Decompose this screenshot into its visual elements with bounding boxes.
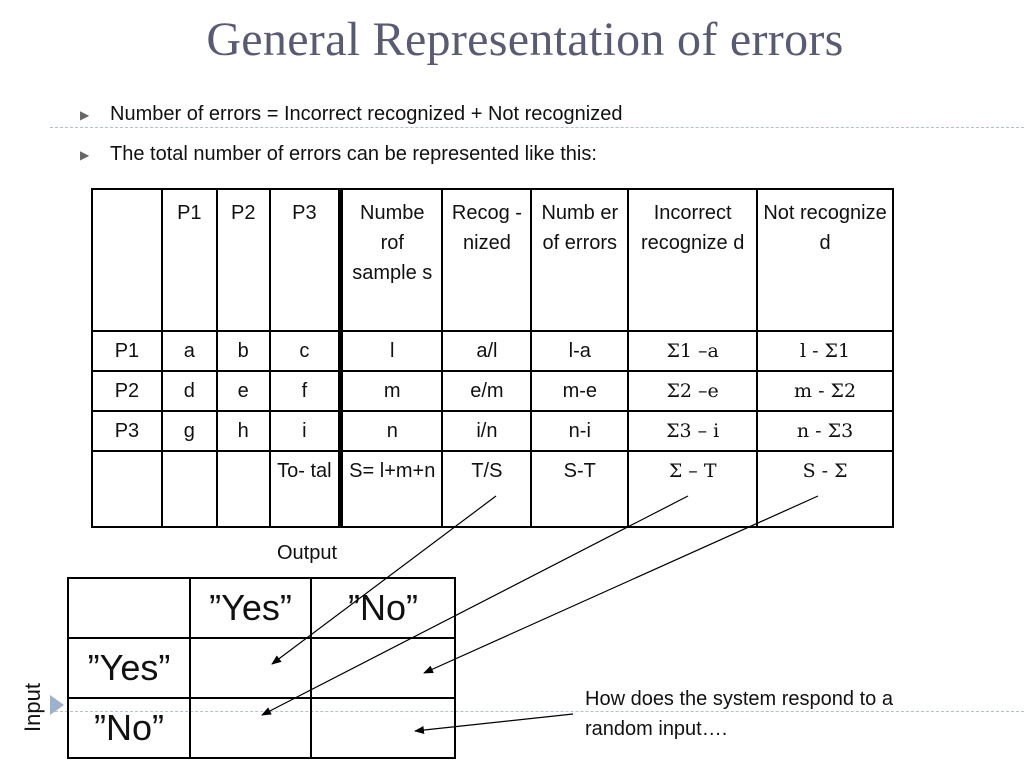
- table-cell: h: [217, 411, 270, 451]
- table-cell: m-e: [531, 371, 628, 411]
- table-cell: i/n: [442, 411, 531, 451]
- table-cell: S= l+m+n: [341, 451, 443, 527]
- header-cell: P2: [217, 189, 270, 331]
- header-cell: P3: [270, 189, 341, 331]
- table-cell: n - Σ3: [757, 411, 893, 451]
- bullet-1: ▶ Number of errors = Incorrect recognized + Not recognized: [80, 103, 623, 125]
- table-cell: ”No”: [311, 578, 455, 638]
- arrow-tp: [272, 496, 496, 664]
- table-cell: m - Σ2: [757, 371, 893, 411]
- table-cell: S-T: [531, 451, 628, 527]
- bullet-2: ▶ The total number of errors can be represented like this:: [80, 143, 597, 165]
- table-cell: i: [270, 411, 341, 451]
- header-cell: Numbe rof sample s: [341, 189, 443, 331]
- input-label: Input: [20, 683, 45, 732]
- table-cell: l-a: [531, 331, 628, 371]
- table-cell: P1: [92, 331, 162, 371]
- table-cell: P3: [92, 411, 162, 451]
- header-cell: Not recognize d: [757, 189, 893, 331]
- header-cell: P1: [162, 189, 217, 331]
- table-cell: T/S: [442, 451, 531, 527]
- arrow-not-recognized: [424, 496, 818, 673]
- note-text: How does the system respond to a random input….: [585, 688, 893, 740]
- table-cell: b: [217, 331, 270, 371]
- table-cell: e/m: [442, 371, 531, 411]
- header-cell: Incorrect recognize d: [628, 189, 757, 331]
- table-cell: l: [341, 331, 443, 371]
- table-cell: a/l: [442, 331, 531, 371]
- arrow-incorrect: [262, 496, 688, 715]
- table-cell: P2: [92, 371, 162, 411]
- table-cell: ”Yes”: [68, 638, 190, 698]
- header-cell: Recog -nized: [442, 189, 531, 331]
- table-cell: ”Yes”: [190, 578, 311, 638]
- table-cell: f: [270, 371, 341, 411]
- table-cell: l - Σ1: [757, 331, 893, 371]
- table-cell: Σ – T: [628, 451, 757, 527]
- table-cell: n-i: [531, 411, 628, 451]
- table-cell: Σ2 –e: [628, 371, 757, 411]
- table-cell: c: [270, 331, 341, 371]
- slide-title: General Representation of errors: [206, 13, 844, 66]
- table-cell: g: [162, 411, 217, 451]
- table-cell: Σ1 –a: [628, 331, 757, 371]
- triangle-bullet-icon: ▶: [80, 147, 90, 162]
- triangle-bullet-icon: ▶: [80, 107, 90, 122]
- table-cell: m: [341, 371, 443, 411]
- table-cell: a: [162, 331, 217, 371]
- table-cell: e: [217, 371, 270, 411]
- arrow-note: [415, 714, 573, 731]
- table-cell: d: [162, 371, 217, 411]
- table-cell: S - Σ: [757, 451, 893, 527]
- table-cell: To- tal: [270, 451, 341, 527]
- table-cell: n: [341, 411, 443, 451]
- output-label: Output: [277, 542, 338, 564]
- table-cell: Σ3 – i: [628, 411, 757, 451]
- header-cell: Numb er of errors: [531, 189, 628, 331]
- table-cell: ”No”: [68, 698, 190, 758]
